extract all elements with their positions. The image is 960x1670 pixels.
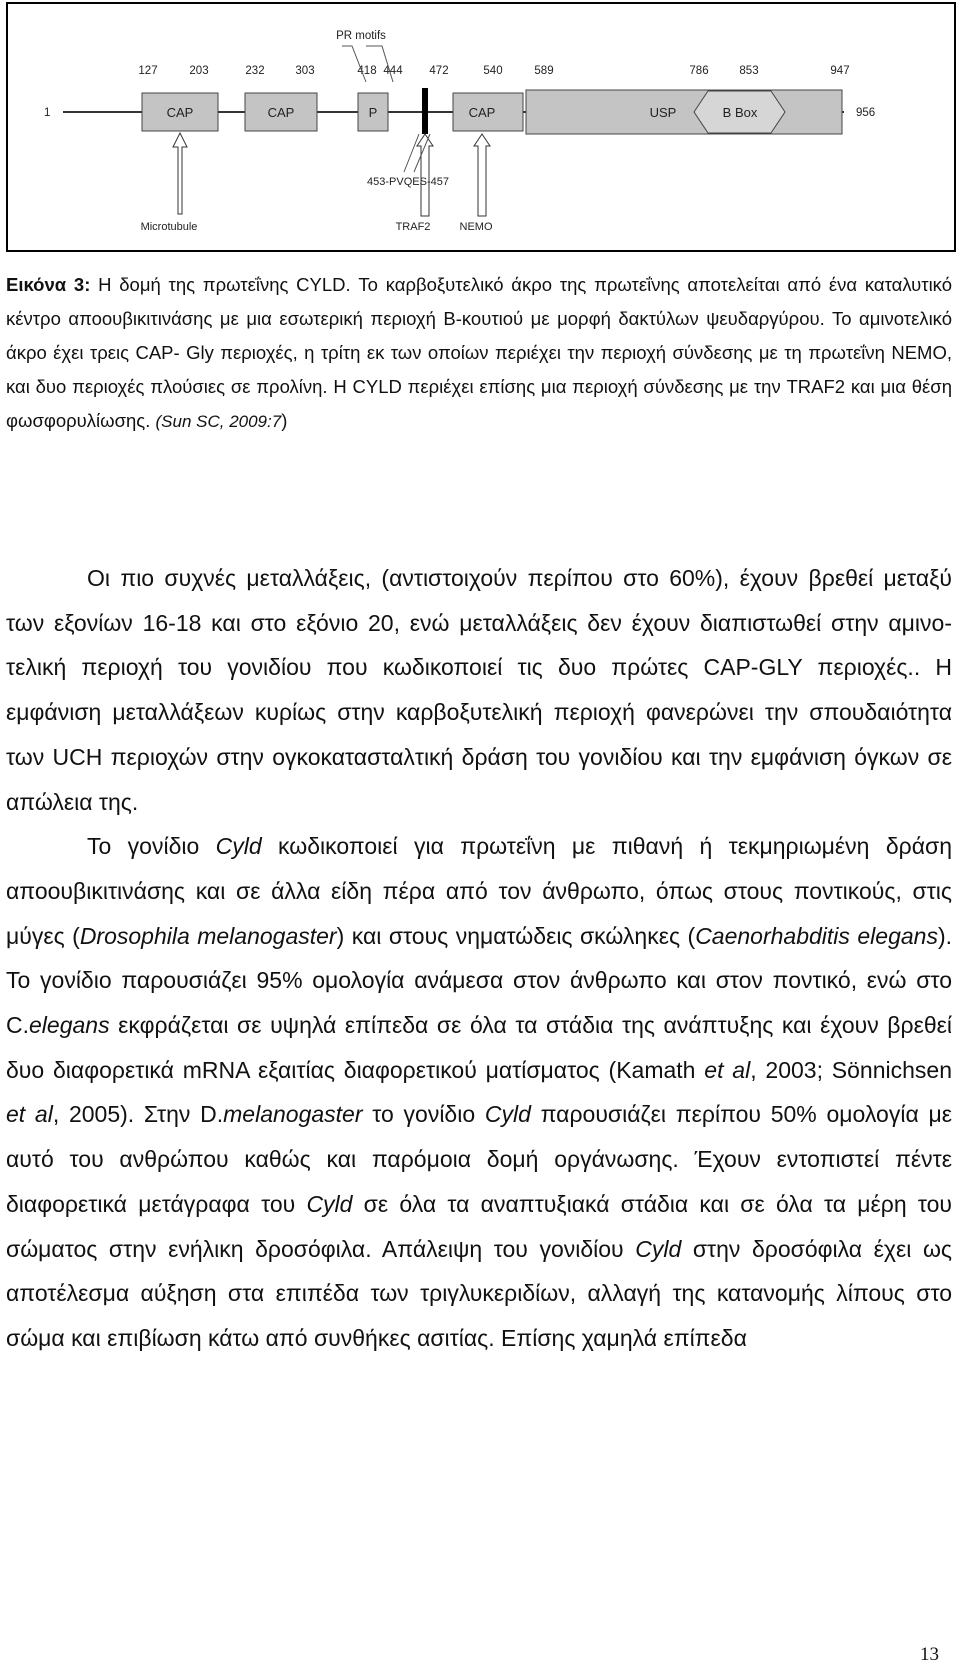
text-run: εκφράζεται σε υψηλά επίπεδα σε όλα τα στάδια της ανάπτυξης και έχουν βρεθεί δυο διαφορετικά mRNA εξαιτίας διαφορετικού ματίσματος (Kamath [6, 1012, 952, 1083]
position-label: 444 [383, 65, 403, 77]
text-run: παρουσιάζει περίπου 50% ομολογία με αυτό του ανθρώπου καθώς και παρόμοια δομή οργάνωσης. Έχουν εντοπιστεί πέντε διαφορετικά μετάγραφα του [6, 1101, 952, 1217]
cap-domain-2-label: CAP [267, 105, 295, 120]
italic-term: Drosophila melanogaster [79, 922, 337, 949]
nemo-arrow-icon [474, 134, 490, 216]
position-label: 540 [483, 65, 503, 77]
pr-motifs-label: PR motifs [336, 30, 386, 42]
italic-term: elegans [29, 1012, 110, 1039]
italic-term: et al [6, 1101, 53, 1128]
page-number: 13 [920, 1644, 939, 1665]
caption-text: Η δομή της πρωτεΐνης CYLD. Το καρβοξυτελικό άκρο της πρωτεΐνης αποτελείται από ένα καταλυτικό κέντρο αποουβικιτινάσης με μια εσωτερική περιοχή B-κουτιού με μορφή δακτύλων ψευδαργύρου. Το αμινοτελικό άκρο έχει τρεις CAP- Gly περιοχές, η τρίτη εκ των οποίων περιέχει την περιοχή σύνδεσης με τη πρωτεΐνη NEMO, και δυο περιοχές πλούσιες σε προλίνη. Η CYLD περιέχει επίσης μια περιοχή σύνδεσης με την TRAF2 και μια θέση φωσφορυλίωσης. [6, 274, 952, 431]
italic-term: Caenorhabditis elegans [695, 922, 938, 949]
position-label: 127 [138, 65, 158, 77]
italic-term: Cyld [215, 833, 262, 860]
italic-term: Cyld [306, 1190, 353, 1217]
protein-diagram-figure [6, 2, 956, 252]
microtubule-arrow-icon [173, 133, 187, 214]
text-run: στην δροσόφιλα έχει ως αποτέλεσμα αύξηση στα επιπέδα των τριγλυκεριδίων, αλλαγή της κατανομής λίπους στο σώμα και επιβίωση κάτω από συνθήκες ασιτίας. Επίσης χαμηλά επίπεδα [6, 1235, 952, 1351]
usp-domain [526, 90, 842, 134]
position-label: 947 [830, 65, 850, 77]
pvqes-motif-label: 453-PVQES-457 [367, 176, 449, 188]
italic-term: Cyld [635, 1235, 682, 1262]
caption-citation-close: ) [281, 410, 288, 431]
paragraph-cyld-gene [6, 824, 952, 1360]
p-domain-label: P [368, 105, 378, 120]
figure-caption [6, 268, 952, 439]
italic-term: Cyld [484, 1101, 531, 1128]
b-box-domain-label: B Box [722, 105, 758, 120]
position-label: 303 [295, 65, 315, 77]
caption-label: Εικόνα 3: [6, 274, 91, 295]
microtubule-label: Microtubule [140, 221, 198, 233]
text-run: σε όλα τα αναπτυξιακά στάδια και σε όλα τα μέρη του σώματος στην ενήλικη δροσόφιλα. Απάλειψη του γονιδίου [6, 1190, 952, 1262]
nemo-label: NEMO [459, 221, 493, 233]
position-label: 853 [739, 65, 759, 77]
position-label: 472 [429, 65, 449, 77]
italic-term: et al [704, 1056, 751, 1083]
position-label: 418 [357, 65, 377, 77]
italic-term: melanogaster [223, 1101, 363, 1128]
text-run: Το γονίδιο [87, 833, 216, 860]
text-run: κωδικοποιεί για πρωτεΐνη με πιθανή ή τεκμηριωμένη δράση αποουβικιτινάσης και σε άλλα είδη πέρα από τον άνθρωπο, όπως στους ποντικούς, στις μύγες ( [6, 833, 952, 949]
traf2-label: TRAF2 [395, 221, 431, 233]
position-label: 589 [534, 65, 554, 77]
text-run: το γονίδιο [362, 1101, 485, 1128]
body-text [6, 556, 952, 1361]
text-run: , 2003; Sönnichsen [750, 1056, 952, 1083]
cap-domain-3-label: CAP [468, 105, 496, 120]
position-label: 232 [245, 65, 265, 77]
position-label: 786 [689, 65, 709, 77]
pvqes-motif-bar [422, 88, 428, 134]
text-run: ). Το γονίδιο παρουσιάζει 95% ομολογία ανάμεσα στον άνθρωπο και στον ποντικό, ενώ στο C. [6, 922, 953, 1039]
usp-domain-label: USP [649, 105, 677, 120]
end-position-label: 956 [856, 107, 876, 119]
text-run: ) και στους νηματώδεις σκώληκες ( [336, 922, 696, 949]
start-position-label: 1 [44, 107, 51, 119]
cap-domain-1-label: CAP [166, 105, 194, 120]
cyld-domain-diagram [8, 4, 954, 250]
text-run: , 2005). Στην D. [52, 1101, 224, 1128]
position-label: 203 [189, 65, 209, 77]
paragraph-mutations: Οι πιο συχνές μεταλλάξεις, (αντιστοιχούν περίπου στο 60%), έχουν βρεθεί μεταξύ των εξονίων 16-18 και στο εξόνιο 20, ενώ μεταλλάξεις δεν έχουν διαπιστωθεί στην αμινο-τελική περιοχή του γονιδίου που κωδικοποιεί τις δυο πρώτες CAP-GLY περιοχές.. Η εμφάνιση μεταλλάξεων κυρίως στην καρβοξυτελική περιοχή φανερώνει την σπουδαιότητα των UCH περιοχών στην ογκοκατασταλτική δράση του γονιδίου και την εμφάνιση όγκων σε απώλεια της. [6, 565, 952, 815]
caption-citation: (Sun SC, 2009:7 [155, 412, 282, 431]
